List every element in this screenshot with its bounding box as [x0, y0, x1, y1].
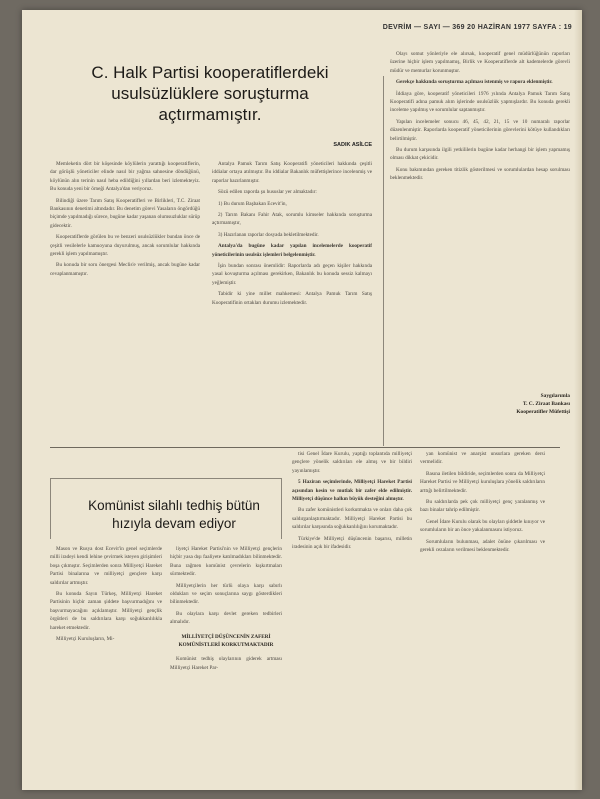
paragraph: Bu saldırılarda pek çok milliyetçi genç yaralanmış ve bazı binalar tahrip edilmiştir. [420, 499, 545, 514]
article1-column-1 [50, 160, 200, 444]
paragraph: Mason ve Rusya dost Ecevit'in genel seçimlerde milli iradeyi kendi lehine çevirmek isteyen girişimleri boşa çıkmıştır. Seçimlerden sonra Milliyetçi Hareket Partisi binalarına ve milliyetçi gençlere karşı saldırılar artmıştır. [50, 546, 162, 586]
page-edge [574, 10, 582, 790]
article1-column-2 [212, 160, 372, 444]
paragraph: Antalya Pamuk Tarım Satış Kooperatifi yöneticileri hakkında çeşitli iddialar ortaya atılmıştır. Bu iddialar Bakanlık müfettişlerince incelenmiş ve raporlar hazırlanmıştır. [212, 161, 372, 184]
article2-headline-line2: hızıyla devam ediyor [112, 516, 236, 531]
article2-headline-line1: Komünist silahlı tedhiş bütün [88, 498, 260, 513]
paragraph: Milliyetçi Kuruluşların, Mi- [56, 636, 115, 643]
paragraph: Bu olaylara karşı devlet gereken tedbirleri almalıdır. [170, 610, 282, 626]
subheading: MİLLİYETÇİ DÜŞÜNCENİN ZAFERİ KOMÜNİSTLERİ KORKUTMAKTADIR [178, 633, 274, 649]
paragraph: Gerekçe hakkında soruşturma açılması istenmiş ve rapora eklenmiştir. [396, 79, 553, 86]
paragraph: tisi Genel İdare Kurulu, yaptığı toplantıda milliyetçi gençlere yönelik saldırıları ele almış ve bir bildiri yayınlamıştır. [292, 451, 412, 474]
paragraph: liyetçi Hareket Partisi'nin ve Milliyetçi gençlerin hiçbir yasa dışı faaliyete katılmadıkları bilinmektedir. Buna rağmen komünist çevrelerin kışkırtmaları sürmektedir. [170, 546, 282, 578]
paragraph: Tabidir ki yine millet mahkemesi: Antalya Pamuk Tarım Satış Kooperatifinin ortakları durumu izlemektedir. [212, 291, 372, 306]
signoff-line: T. C. Ziraat Bankası [522, 401, 570, 407]
paragraph: Antalya'da bugüne kadar yapılan incelemelerde kooperatif yöneticilerinin usulsüz işlemleri belgelenmiştir. [212, 243, 372, 258]
paragraph: Bu zafer komünistleri korkutmakta ve onları daha çok saldırganlaştırmaktadır. Milliyetçi Hareket Partisi bu saldırılar karşısında soğukkanlılığını korumaktadır. [292, 507, 412, 531]
article1-signoff [390, 392, 570, 416]
paragraph: Yapılan incelemeler sonucu 46, 45, 42, 21, 15 ve 10 numaralı raporlar düzenlenmiştir. Raporlarda kooperatif yöneticilerinin görevlerini kötüye kullandıkları belirtilmiştir. [390, 118, 570, 142]
article2-column-1 [50, 545, 162, 785]
signoff-line: Saygılarımla [540, 393, 570, 399]
paragraph: 1) Bu durum Başbakan Ecevit'in, [218, 200, 287, 207]
column-divider [383, 76, 384, 446]
paragraph: Kooperatiflerde görülen bu ve benzeri usulsüzlükler bundan önce de çeşitli vesilelerle kamuoyuna duyurulmuş, ancak sorumlular hakkında gerekli işlem yapılmamıştır. [50, 234, 200, 258]
article1-headline-line1: C. Halk Partisi kooperatiflerdeki [91, 63, 329, 82]
newspaper-page [22, 10, 582, 790]
paragraph: Basına iletilen bildiride, seçimlerden sonra da Milliyetçi Hareket Partisi ve Milliyetçi kuruluşlara yönelik saldırıların arttığı belirtilmektedir. [420, 470, 545, 494]
article2-column-3 [292, 450, 412, 785]
paragraph: 3) Hazırlanan raporlar dosyada bekletilmektedir. [218, 231, 319, 238]
paragraph: Sözü edilen raporda şu hususlar yer almaktadır: [218, 189, 317, 196]
paragraph: yan komünist ve anarşist unsurlara gereken dersi vermelidir. [420, 451, 545, 466]
paragraph: Bu konuda Sayın Türkeş, Milliyetçi Hareket Partisinin hiçbir zaman şiddete başvurmadığını ve başvurmayacağını açıklamıştır. Milliyetçi gençlik örgütleri de bu saldırılara karşı soğukkanlılıkla hareket etmektedir. [50, 591, 162, 631]
paragraph: İddiaya göre, kooperatif yöneticileri 1976 yılında Antalya Pamuk Tarım Satış Kooperatifi adına pamuk alım işlerinde usulsüzlük yapmışlardır. Bu konuda gerekli inceleme yapılmış ve sorumlular saptanmıştır. [390, 90, 570, 114]
paragraph: Bu konuda bir soru önergesi Meclis'e verilmiş, ancak bugüne kadar cevaplanmamıştır. [50, 262, 200, 277]
paragraph: Konu bakımından gereken titizlik gösterilmesi ve sorumlulardan hesap sorulması beklenmektedir. [390, 166, 570, 182]
section-divider [50, 447, 560, 448]
article2-column-2 [170, 545, 282, 785]
paragraph: Bilindiği üzere Tarım Satış Kooperatifleri ve Birlikleri, T.C. Ziraat Bankasının denetimi altındadır. Bu denetim görevi Yasaların öngördüğü biçimde yapılmadığı sürece, bugüne kadar yaşanan olumsuzluklar sürüp gidecektir. [50, 197, 200, 229]
paragraph: Türkiye'de Milliyetçi düşüncenin başarısı, milletin iradesinin açık bir ifadesidir. [292, 535, 412, 551]
paragraph: Sorumluların bulunması, adalet önüne çıkarılması ve gerekli cezaların verilmesi beklenmektedir. [420, 538, 545, 554]
paragraph: Memleketin dört bir köşesinde köylülerin yarattığı kooperatiflerin, dar görüşlü yöneticiler elinde nasıl bir yağma sahnesine döndüğünü, köylünün alın terinin nasıl heba edildiğini yıllardan beri izlemekteyiz. Bu konuda yeni bir örneği Antalya'dan veriyoruz. [50, 161, 200, 193]
paragraph: Olayı somut yönleriyle ele alırsak, kooperatif genel müdürlüğünün raporları üzerine hiçbir işlem yapılmamış, Birlik ve Kooperatiflerde alt kademelerde görevli müdür ve memurlar korunmuştur. [390, 51, 570, 74]
signoff-line: Kooperatifler Müfettişi [516, 409, 570, 415]
article1-author: SADIK ASİLCE [333, 142, 372, 148]
paragraph: Komünist tedhiş olaylarının giderek artması Milliyetçi Hareket Par- [170, 656, 282, 671]
paragraph: 2) Tarım Bakanı Fahir Atak, sorumlu kimseler hakkında soruşturma açtırmamıştır, [212, 212, 372, 227]
paragraph: Milliyetçilerin her türlü olaya karşı sabırlı oldukları ve seçim sonuçlarına saygı gösterdikleri bilinmektedir. [170, 582, 282, 606]
article1-headline-line3: açtırmamıştır. [158, 105, 262, 124]
paragraph: 5 Haziran seçimlerinde, Milliyetçi Hareket Partisi açısından kesin ve mutlak bir zafer elde edilmiştir. Milliyetçi düşünce halkın büyük desteğini almıştır. [292, 479, 412, 503]
paragraph: Bu durum karşısında ilgili yetkililerin bugüne kadar herhangi bir işlem yapmamış olması dikkat çekicidir. [390, 147, 570, 162]
article1-headline [50, 62, 370, 125]
article2-column-4 [420, 450, 545, 785]
article2-headline [54, 497, 294, 533]
paragraph: Genel İdare Kurulu olarak bu olayları şiddetle kınıyor ve sorumluların bir an önce yakalanmasını istiyoruz. [420, 518, 545, 534]
article1-headline-line2: usulsüzlüklere soruşturma [111, 84, 309, 103]
paragraph: İşin bundan sonrası önemlidir: Raporlarda adı geçen kişiler hakkında yasal kovuşturma açılması gerekirken, Bakanlık bu konuda sessiz kalmayı yeğlemiştir. [212, 263, 372, 286]
running-head: DEVRİM — SAYI — 369 20 HAZİRAN 1977 SAYFA : 19 [382, 24, 572, 31]
article1-column-3 [390, 50, 570, 390]
